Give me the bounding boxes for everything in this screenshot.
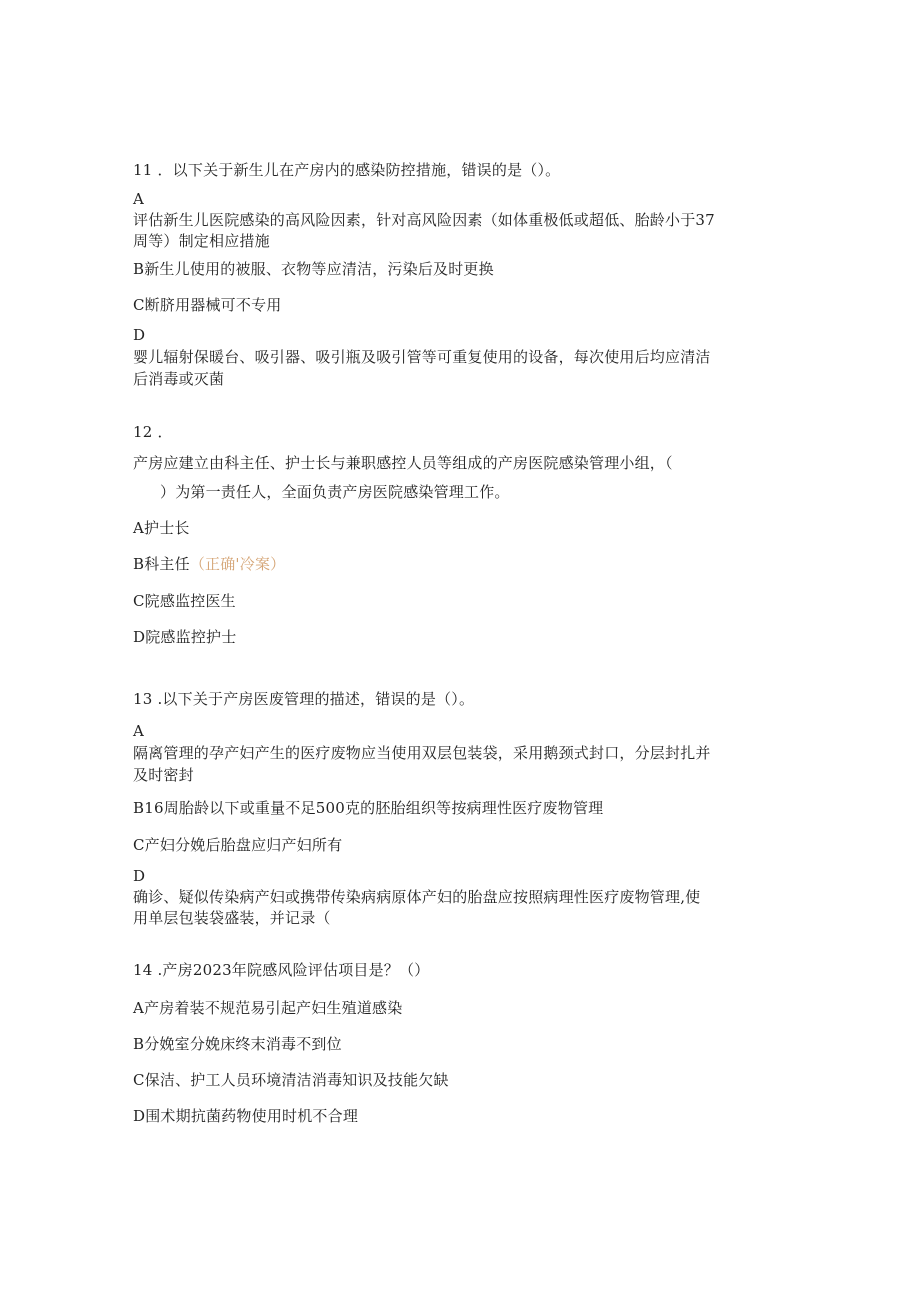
- option-a-text-line1: 评估新生儿医院感染的高风险因素，针对高风险因素（如体重极低或超低、胎龄小于37: [133, 211, 715, 229]
- option-d-text-line1: 婴儿辐射保暖台、吸引器、吸引瓶及吸引管等可重复使用的设备，每次使用后均应清洁: [133, 348, 711, 366]
- option-a-text-line1: 隔离管理的孕产妇产生的医疗废物应当使用双层包装袋，采用鹅颈式封口，分层封扎并: [133, 744, 711, 762]
- question-13-stem: [133, 687, 474, 711]
- option-b: B分娩室分娩床终末消毒不到位: [133, 1035, 342, 1053]
- option-d-text-line1: 确诊、疑似传染病产妇或携带传染病病原体产妇的胎盘应按照病理性医疗废物管理,使: [133, 888, 701, 906]
- option-a: A产房着装不规范易引起产妇生殖道感染: [133, 999, 403, 1017]
- question-number: 11: [133, 161, 153, 179]
- option-c: C产妇分娩后胎盘应归产妇所有: [133, 836, 343, 854]
- option-a-letter: A: [133, 722, 145, 740]
- question-12-text-line2: ）为第一责任人，全面负责产房医院感染管理工作。: [160, 483, 510, 501]
- option-c: C断脐用器械可不专用: [133, 296, 282, 314]
- option-a-text-line2: 及时密封: [133, 766, 194, 784]
- option-a-letter: A: [133, 190, 145, 208]
- option-b-text: B科主任: [133, 555, 190, 573]
- option-b: B新生儿使用的被服、衣物等应清洁，污染后及时更换: [133, 260, 494, 278]
- question-text: ．: [157, 423, 173, 441]
- option-b: [133, 552, 285, 576]
- option-a-text-line2: 周等）制定相应措施: [133, 232, 270, 250]
- option-d-text-line2: 用单层包装袋盛装，并记录（: [133, 909, 331, 927]
- option-d-letter: D: [133, 326, 146, 344]
- option-c: C保洁、护工人员环境清洁消毒知识及技能欠缺: [133, 1071, 449, 1089]
- correct-answer-mark: （正确'冷案）: [189, 555, 286, 573]
- option-b: B16周胎龄以下或重量不足500克的胚胎组织等按病理性医疗废物管理: [133, 799, 604, 817]
- option-d-text-line2: 后消毒或灭菌: [133, 370, 225, 388]
- question-text: .产房2023年院感风险评估项目是？（）: [157, 961, 430, 979]
- question-text: .以下关于产房医废管理的描述，错误的是（）。: [157, 690, 475, 708]
- question-text: ．以下关于新生儿在产房内的感染防控措施，错误的是（）。: [157, 161, 561, 179]
- option-d: D院感监控护士: [133, 628, 237, 646]
- question-number: 13: [133, 690, 153, 708]
- option-a: A护士长: [133, 519, 190, 537]
- question-12-text-line1: 产房应建立由科主任、护士长与兼职感控人员等组成的产房医院感染管理小组，（: [133, 454, 673, 472]
- question-14-stem: [133, 958, 429, 982]
- option-d: D围术期抗菌药物使用时机不合理: [133, 1107, 359, 1125]
- option-c: C院感监控医生: [133, 592, 236, 610]
- question-12-stem: [133, 420, 173, 444]
- question-number: 12: [133, 423, 153, 441]
- question-11-stem: [133, 158, 560, 182]
- question-number: 14: [133, 961, 153, 979]
- option-d-letter: D: [133, 867, 146, 885]
